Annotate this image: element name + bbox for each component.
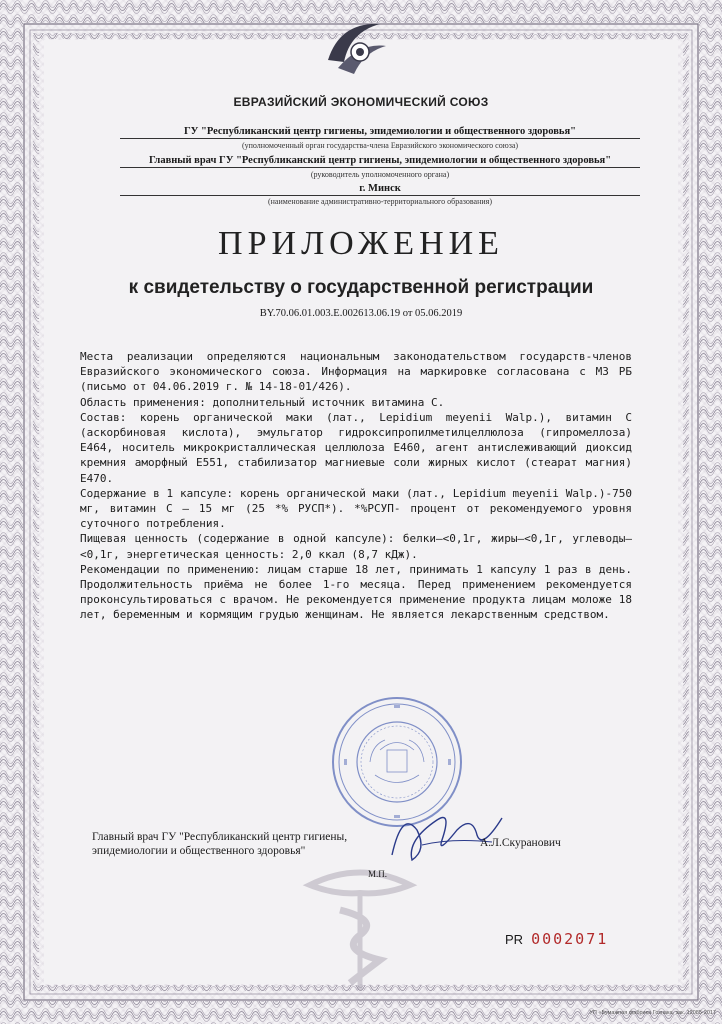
- signatory-name: А.Л.Скуранович: [480, 837, 561, 849]
- signatory-position: Главный врач ГУ "Республиканский центр гигиены, эпидемиологии и общественного здоровья": [92, 831, 348, 857]
- serial-digits: 0002071: [531, 930, 609, 948]
- paragraph-recommendations: Рекомендации по применению: лицам старше 18 лет, принимать 1 капсулу 1 раз в день. Продолжительность приёма не более 1-го месяца. Перед применением рекомендуется проконсультироваться с врачом. Не рекомендуется применение продукта лицам моложе 18 лет, беременным и кормящим грудью женщинам. Не является лекарственным средством.: [80, 562, 632, 622]
- paragraph-scope: Область применения: дополнительный источник витамина С.: [80, 395, 445, 409]
- document-heading: ПРИЛОЖЕНИЕ: [218, 225, 504, 262]
- paragraph-sales: Места реализации определяются национальным законодательством государств-членов Евразийского экономического союза. Информация на маркировке согласована с МЗ РБ (письмо от 04.06.2019 г. № 14-18-01/426).: [80, 350, 632, 394]
- printer-imprint: УП «Бумажная фабрика Гознака, зак. 12085-2017: [589, 1010, 716, 1016]
- registration-number: BY.70.06.01.003.E.002613.06.19 от 05.06.2019: [259, 308, 463, 319]
- paragraph-content: Содержание в 1 капсуле: корень органической маки (лат., Lepidium meyenii Walp.)-750 мг, витамин С – 15 мг (25 *% РУСП*). *%РСУП- процент от рекомендуемого уровня суточного потребления.: [80, 486, 632, 531]
- body-text: [80, 349, 632, 623]
- document-subheading: к свидетельству о государственной регистрации: [128, 277, 594, 298]
- eaeu-logo-icon: [320, 12, 390, 82]
- serial-number: [505, 930, 608, 948]
- city-caption: (наименование административно-территориального образования): [267, 197, 492, 206]
- caduceus-watermark-icon: [290, 865, 430, 995]
- union-title: ЕВРАЗИЙСКИЙ ЭКОНОМИЧЕСКИЙ СОЮЗ: [233, 95, 489, 109]
- paragraph-composition: Состав: корень органической маки (лат., Lepidium meyenii Walp.), витамин С (аскорбиновая кислота), эмульгатор гидроксипропилметилцеллюлоза (гипромеллоза) Е464, носитель микрокристаллическая целлюлоза Е460, агент антислеживающий диоксид кремния аморфный Е551, стабилизатор магниевые соли жирных кислот (стеарат магния) Е470.: [80, 410, 632, 485]
- paragraph-nutrition: Пищевая ценность (содержание в одной капсуле): белки–<0,1г, жиры–<0,1г, углеводы–<0,1г, энергетическая ценность: 2,0 ккал (8,7 кДж).: [80, 532, 632, 561]
- head-caption: (руководитель уполномоченного органа): [310, 170, 450, 179]
- serial-prefix: PR: [505, 932, 524, 947]
- signature-icon: [382, 800, 512, 870]
- authority-name: ГУ "Республиканский центр гигиены, эпидемиологии и общественного здоровья": [120, 126, 640, 139]
- stamp-place-label: М.П.: [368, 869, 388, 879]
- city-name: г. Минск: [120, 183, 640, 196]
- authority-caption: (уполномоченный орган государства-члена Евразийского экономического союза): [241, 141, 519, 150]
- head-of-authority: Главный врач ГУ "Республиканский центр гигиены, эпидемиологии и общественного здоровья": [120, 155, 640, 168]
